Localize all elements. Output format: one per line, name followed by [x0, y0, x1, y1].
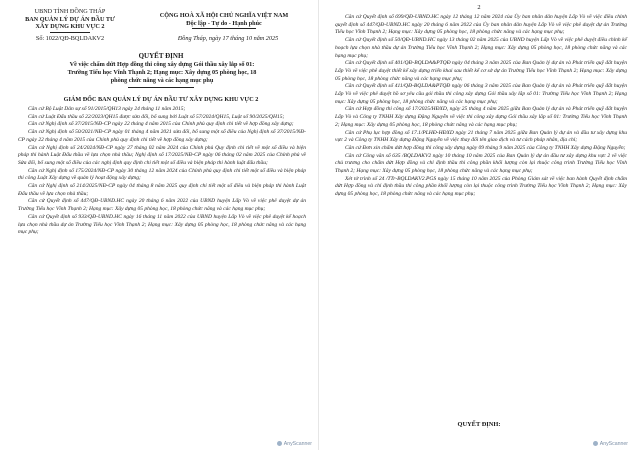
subtitle-line-1: Về việc chấm dứt Hợp đồng thi công xây dựng Gói thầu xây lắp số 01: — [69, 61, 255, 68]
scanner-logo-icon — [593, 441, 598, 446]
paragraph: Căn cứ Quyết định số 447/QĐ-UBND.HC ngày 20 tháng 6 năm 2022 của UBND huyện Lấp Vò về việc phê duyệt dự án Trường Tiểu học Vĩnh Thạnh 2; Hạng mục: Xây dựng 05 phòng học, 18 phòng chức năng và các hạng mục phụ; — [18, 198, 306, 213]
national-heading — [134, 12, 314, 27]
decision-title: QUYẾT ĐỊNH — [138, 52, 184, 60]
paragraph: Căn cứ Phụ lục hợp đồng số 17.1/PLHĐ-HĐXD ngày 21 tháng 7 năm 2025 giữa Ban Quản lý dự án và đầu tư xây dựng khu vực 2 và Công ty TNHH Xây dựng Đặng Nguyễn về việc thay đổi tên giao dịch và tư cách pháp nhân, địa chỉ; — [335, 129, 627, 144]
paragraph: Căn cứ Nghị định số 50/2021/NĐ-CP ngày 01 tháng 4 năm 2021 sửa đổi, bổ sung một số điều của Nghị định số 37/2015/NĐ-CP ngày 22 tháng 4 năm 2015 của Chính phủ quy định chi tiết về hợp đồng xây dựng; — [18, 129, 306, 143]
paragraph: Căn cứ Bộ Luật Dân sự số 91/2015/QH13 ngày 24 tháng 11 năm 2015; — [28, 106, 186, 112]
document-page-2 — [322, 0, 636, 450]
legal-basis-list-continued — [335, 14, 627, 199]
date-line: Đồng Tháp, ngày 17 tháng 10 năm 2025 — [177, 35, 279, 42]
paragraph: Căn cứ Hợp đồng thi công số 17/2025/HĐXD, ngày 25 tháng 4 năm 2025 giữa Ban Quản lý dự án và Phát triển quỹ đất huyện Lấp Vò và Công ty TNHH Xây dựng Đặng Nguyễn về việc thi công xây dựng Gói thầu xây lắp số 01: Trường Tiểu học Vĩnh Thạnh 2; Hạng mục: Xây dựng 05 phòng học, 18 phòng chức năng và các hạng mục phụ; — [335, 106, 627, 128]
decision-closing-heading: QUYẾT ĐỊNH: — [457, 421, 501, 428]
agency-line-1: UBND TỈNH ĐỒNG THÁP — [34, 8, 106, 15]
agency-line-2: BAN QUẢN LÝ DỰ ÁN ĐẦU TƯ — [25, 15, 115, 23]
subtitle-underline — [128, 87, 194, 88]
scanner-watermark — [277, 441, 312, 447]
watermark-text: AnyScanner — [599, 441, 628, 447]
paragraph: Căn cứ Quyết định số 411/QĐ-BQLDA&PTQĐ ngày 06 tháng 3 năm 2025 của Ban Quản lý dự án và Phát triển quỹ đất huyện Lấp Vò về việc phê duyệt hồ sơ yêu cầu gói thầu thi công xây dựng Gói thầu xây lắp số 01: Trường Tiểu học Vĩnh Thạnh 2; Hạng mục: Xây dựng 05 phòng học, 18 phòng chức năng và các hạng mục phụ; — [335, 83, 627, 105]
nation-underline — [192, 28, 256, 29]
agency-underline — [50, 32, 90, 33]
paragraph: Căn cứ Nghị định số 175/2024/NĐ-CP ngày 30 tháng 12 năm 2024 của Chính phủ quy định chi tiết một số điều và biện pháp thi công Luật Xây dựng về quản lý hoạt động xây dựng; — [18, 167, 306, 182]
paragraph: Căn cứ Luật Đấu thầu số 22/2023/QH15 được sửa đổi, bổ sung bởi Luật số 57/2024/QH15, Luật số 90/2025/QH15; — [28, 113, 285, 120]
issuing-agency — [10, 8, 130, 31]
agency-line-3: XÂY DỰNG KHU VỰC 2 — [35, 23, 105, 31]
legal-basis-list — [18, 106, 306, 237]
decision-subtitle — [14, 61, 310, 86]
page-divider — [318, 0, 319, 450]
paragraph: Căn cứ Nghị định số 24/2024/NĐ-CP ngày 27 tháng 02 năm 2024 của Chính phủ Quy định chi tiết về một số điều và biện pháp thi hành Luật Đấu thầu về lựa chọn nhà thầu; Nghị định số 17/2025/NĐ-CP ngày 06 tháng 02 năm 2025 của Chính phủ về Sửa đổi, bổ sung một số điều của các nghị định quy định chi tiết một số điều và biện pháp thi hành luật đấu thầu; — [18, 144, 306, 166]
page-number: 2 — [477, 4, 481, 11]
subtitle-line-2: Trường Tiểu học Vĩnh Thạnh 2; Hạng mục: Xây dựng 05 phòng học, 18 — [67, 69, 257, 77]
paragraph: Xét tờ trình số 24 /TTr-BQLDAKV2.PGS ngày 15 tháng 10 năm 2025 của Phòng Giám sát về việc ban hành Quyết định chấm dứt Hợp đồng và chỉ định thầu thi công phần khối lượng còn lại thuộc công trình Trường Tiểu học Vĩnh Thạnh 2; Hạng mục: Xây dựng 05 phòng học, 18 phòng chức năng và các hạng mục phụ; — [335, 175, 627, 198]
paragraph: Căn cứ Quyết định số 699/QĐ-UBND.HC ngày 12 tháng 12 năm 2024 của Ủy ban nhân dân huyện Lấp Vò về việc điều chỉnh quyết định số 447/QĐ-UBND.HC ngày 20 tháng 6 năm 2022 của Ủy ban nhân dân huyện Lấp Vò về việc phê duyệt dự án Trường Tiểu học Vĩnh Thạnh 2; Hạng mục: Xây dựng 05 phòng học, 18 phòng chức năng và các hạng mục phụ; — [335, 14, 627, 36]
paragraph: Căn cứ Đơn xin chấm dứt hợp đồng thi công xây dựng ngày 09 tháng 9 năm 2025 của Công ty TNHH Xây dựng Đặng Nguyễn; — [345, 144, 626, 151]
paragraph: Căn cứ Nghị định số 37/2015/NĐ-CP ngày 22 tháng 4 năm 2015 của Chính phủ quy định chi tiết về hợp đồng xây dựng; — [28, 121, 294, 128]
paragraph: Căn cứ Quyết định số 50/QĐ-UBND.HC ngày 13 tháng 02 năm 2025 của UBND huyện Lấp Vò về việc phê duyệt điều chỉnh kế hoạch lựa chọn nhà thầu dự án Trường Tiểu học Vĩnh Thạnh 2; Hạng mục: Xây dựng 05 phòng học, 18 phòng chức năng và các hạng mục phụ; — [335, 37, 627, 59]
document-page-1 — [4, 0, 318, 450]
paragraph: Căn cứ Nghị định số 214/2025/NĐ-CP ngày 04 tháng 8 năm 2025 quy định chi tiết một số điều và biện pháp thi hành Luật Đấu thầu về lựa chọn nhà thầu; — [18, 183, 306, 197]
paragraph: Căn cứ Quyết định số 933/QĐ-UBND.HC ngày 16 tháng 11 năm 2022 của UBND huyện Lấp Vò về việc phê duyệt kế hoạch lựa chọn nhà thầu dự án Trường Tiểu học Vĩnh Thạnh 2; Hạng mục: Xây dựng 05 phòng học, 18 phòng chức năng và các hạng mục phụ; — [18, 213, 306, 236]
scanner-logo-icon — [277, 441, 282, 446]
document-number: Số: 1022/QĐ-BQLDAKV2 — [35, 35, 105, 42]
subtitle-line-3: phòng chức năng và các hạng mục phụ — [110, 77, 214, 85]
nation-line-2: Độc lập - Tự do - Hạnh phúc — [186, 19, 262, 27]
authority-heading: GIÁM ĐỐC BAN QUẢN LÝ DỰ ÁN ĐẦU TƯ XÂY DỰNG KHU VỰC 2 — [63, 96, 259, 103]
scanner-watermark — [593, 441, 628, 447]
paragraph: Căn cứ Công văn số 635 /BQLDAKV2 ngày 10 tháng 10 năm 2025 của Ban Quản lý dự án đầu tư xây dựng khu vực 2 về việc chủ trương cho chấm dứt Hợp đồng và chỉ định thầu thi công phần khối lượng còn lại thuộc công trình Trường Tiểu học Vĩnh Thạnh 2; Hạng mục: Xây dựng 05 phòng học, 18 phòng chức năng và các hạng mục phụ; — [335, 152, 627, 175]
nation-line-1: CỘNG HOÀ XÃ HỘI CHỦ NGHĨA VIỆT NAM — [159, 12, 289, 19]
paragraph: Căn cứ Quyết định số 401/QĐ-BQLDA&PTQĐ ngày 04 tháng 3 năm 2025 của Ban Quản lý dự án và Phát triển quỹ đất huyện Lấp Vò về việc phê duyệt thiết kế xây dựng triển khai sau thiết kế cơ sở dự án Trường Tiểu học Vĩnh Thạnh 2; Hạng mục: Xây dựng 05 phòng học, 18 phòng chức năng và các hạng mục phụ; — [335, 60, 627, 82]
watermark-text: AnyScanner — [283, 441, 312, 447]
